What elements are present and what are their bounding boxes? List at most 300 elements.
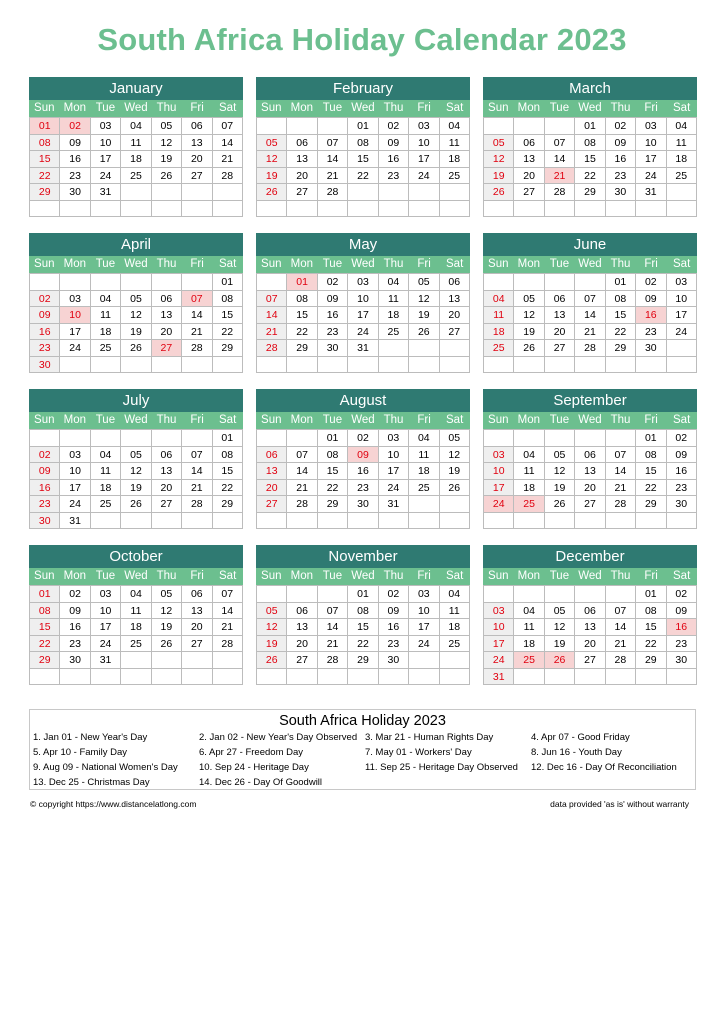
day-cell: 25 [514, 652, 544, 669]
empty-cell [409, 652, 439, 669]
empty-cell [257, 586, 287, 603]
day-cell: 03 [409, 118, 439, 135]
weekday-label: Sat [219, 414, 237, 426]
day-cell: 10 [348, 291, 378, 308]
day-cell: 25 [514, 496, 544, 513]
empty-cell [545, 669, 575, 686]
day-cell: 13 [287, 151, 317, 168]
day-cell: 23 [348, 480, 378, 497]
week-row [30, 168, 243, 185]
page-title: South Africa Holiday Calendar 2023 [97, 22, 627, 57]
weekday-label: Fri [417, 258, 431, 270]
day-cell: 29 [636, 496, 666, 513]
day-cell: 04 [409, 430, 439, 447]
week-row [257, 307, 470, 324]
day-cell: 14 [287, 463, 317, 480]
day-cell: 17 [91, 619, 121, 636]
day-cell: 16 [379, 151, 409, 168]
weekday-label: Tue [95, 414, 116, 426]
day-cell: 14 [182, 463, 212, 480]
day-cell: 03 [484, 603, 514, 620]
week-row [484, 357, 697, 374]
legend-title: South Africa Holiday 2023 [279, 713, 446, 729]
week-row [30, 669, 243, 686]
day-cell: 11 [121, 135, 151, 152]
empty-cell [152, 184, 182, 201]
week-row [30, 496, 243, 513]
day-cell: 04 [440, 586, 470, 603]
weekday-label: Sun [261, 570, 282, 582]
day-cell: 29 [287, 340, 317, 357]
day-cell: 02 [60, 586, 90, 603]
empty-cell [545, 430, 575, 447]
day-cell: 22 [606, 324, 636, 341]
month-july [29, 389, 243, 529]
week-row [484, 135, 697, 152]
day-cell: 20 [514, 168, 544, 185]
day-cell: 13 [575, 619, 605, 636]
empty-cell [409, 357, 439, 374]
day-cell: 15 [30, 619, 60, 636]
day-cell: 04 [514, 603, 544, 620]
legend-item: 9. Aug 09 - National Women's Day [33, 762, 178, 773]
day-cell: 12 [545, 619, 575, 636]
empty-cell [257, 430, 287, 447]
day-cell: 24 [60, 496, 90, 513]
day-cell: 23 [379, 636, 409, 653]
day-cell: 11 [440, 603, 470, 620]
day-cell: 10 [409, 603, 439, 620]
day-cell: 02 [348, 430, 378, 447]
weekday-header [483, 568, 697, 585]
empty-cell [60, 669, 90, 686]
weekday-header [29, 568, 243, 585]
day-cell: 05 [257, 135, 287, 152]
weekday-label: Fri [417, 570, 431, 582]
week-row [30, 430, 243, 447]
day-cell: 14 [606, 463, 636, 480]
week-row [257, 603, 470, 620]
day-cell: 14 [318, 151, 348, 168]
month-title: August [256, 389, 470, 412]
empty-cell [121, 513, 151, 530]
day-cell: 04 [440, 118, 470, 135]
day-cell: 12 [545, 463, 575, 480]
day-grid [29, 117, 243, 217]
day-cell: 31 [91, 652, 121, 669]
day-cell: 19 [409, 307, 439, 324]
month-title: May [256, 233, 470, 256]
day-cell: 18 [514, 480, 544, 497]
day-cell: 15 [287, 307, 317, 324]
week-row [257, 201, 470, 218]
day-cell: 17 [636, 151, 666, 168]
month-april [29, 233, 243, 373]
day-cell: 28 [213, 168, 243, 185]
week-row [257, 291, 470, 308]
day-cell: 17 [91, 151, 121, 168]
day-cell: 19 [257, 636, 287, 653]
day-cell: 19 [121, 480, 151, 497]
day-cell: 08 [213, 447, 243, 464]
weekday-label: Sat [673, 258, 691, 270]
weekday-label: Thu [610, 258, 631, 270]
empty-cell [606, 586, 636, 603]
day-cell: 26 [545, 652, 575, 669]
day-cell: 12 [121, 307, 151, 324]
day-cell: 03 [379, 430, 409, 447]
day-cell: 21 [213, 619, 243, 636]
day-cell: 05 [152, 586, 182, 603]
empty-cell [257, 357, 287, 374]
week-row [30, 274, 243, 291]
empty-cell [287, 118, 317, 135]
week-row [30, 135, 243, 152]
day-cell: 25 [121, 168, 151, 185]
weekday-label: Fri [190, 570, 204, 582]
day-cell: 16 [636, 307, 666, 324]
empty-cell [257, 274, 287, 291]
day-cell: 04 [121, 586, 151, 603]
day-cell: 14 [213, 603, 243, 620]
day-cell: 01 [318, 430, 348, 447]
empty-cell [514, 274, 544, 291]
weekday-label: Tue [549, 570, 570, 582]
day-cell: 20 [182, 619, 212, 636]
day-cell: 07 [257, 291, 287, 308]
empty-cell [440, 496, 470, 513]
month-title: December [483, 545, 697, 568]
empty-cell [514, 669, 544, 686]
day-cell: 31 [379, 496, 409, 513]
empty-cell [545, 586, 575, 603]
day-cell: 16 [30, 324, 60, 341]
day-cell: 09 [379, 603, 409, 620]
day-cell: 08 [606, 291, 636, 308]
day-cell: 13 [514, 151, 544, 168]
day-cell: 09 [606, 135, 636, 152]
weekday-label: Wed [578, 102, 602, 114]
day-cell: 18 [484, 324, 514, 341]
day-cell: 13 [152, 307, 182, 324]
week-row [257, 463, 470, 480]
empty-cell [182, 274, 212, 291]
day-cell: 29 [606, 340, 636, 357]
day-cell: 05 [409, 274, 439, 291]
weekday-label: Sun [34, 258, 55, 270]
day-cell: 22 [30, 168, 60, 185]
day-cell: 22 [636, 480, 666, 497]
day-cell: 07 [213, 586, 243, 603]
day-cell: 30 [348, 496, 378, 513]
day-cell: 29 [575, 184, 605, 201]
weekday-label: Sat [219, 258, 237, 270]
day-cell: 11 [514, 463, 544, 480]
empty-cell [30, 201, 60, 218]
day-cell: 23 [318, 324, 348, 341]
day-cell: 21 [257, 324, 287, 341]
empty-cell [636, 513, 666, 530]
weekday-label: Fri [644, 258, 658, 270]
weekday-label: Wed [124, 414, 148, 426]
empty-cell [287, 201, 317, 218]
week-row [30, 357, 243, 374]
day-cell: 19 [440, 463, 470, 480]
day-cell: 07 [318, 135, 348, 152]
day-cell: 19 [152, 151, 182, 168]
day-cell: 20 [257, 480, 287, 497]
day-cell: 23 [60, 636, 90, 653]
day-cell: 06 [152, 447, 182, 464]
day-cell: 04 [91, 291, 121, 308]
week-row [484, 430, 697, 447]
day-cell: 09 [379, 135, 409, 152]
empty-cell [440, 669, 470, 686]
empty-cell [60, 201, 90, 218]
weekday-label: Sun [34, 414, 55, 426]
day-cell: 02 [379, 586, 409, 603]
empty-cell [484, 513, 514, 530]
month-title: June [483, 233, 697, 256]
empty-cell [440, 513, 470, 530]
empty-cell [575, 586, 605, 603]
day-cell: 16 [348, 463, 378, 480]
day-cell: 14 [257, 307, 287, 324]
week-row [257, 357, 470, 374]
day-cell: 20 [575, 480, 605, 497]
day-cell: 28 [287, 496, 317, 513]
day-cell: 15 [606, 307, 636, 324]
day-cell: 18 [121, 151, 151, 168]
day-cell: 09 [60, 603, 90, 620]
day-cell: 01 [575, 118, 605, 135]
week-row [484, 586, 697, 603]
legend-item: 7. May 01 - Workers' Day [365, 747, 472, 758]
day-cell: 06 [182, 586, 212, 603]
week-row [30, 480, 243, 497]
day-cell: 01 [30, 586, 60, 603]
weekday-label: Tue [322, 570, 343, 582]
empty-cell [182, 513, 212, 530]
weekday-label: Mon [63, 570, 87, 582]
weekday-header [29, 256, 243, 273]
weekday-label: Wed [351, 102, 375, 114]
legend-item: 6. Apr 27 - Freedom Day [199, 747, 304, 758]
day-cell: 24 [379, 480, 409, 497]
week-row [484, 324, 697, 341]
day-cell: 25 [440, 168, 470, 185]
empty-cell [409, 669, 439, 686]
empty-cell [182, 201, 212, 218]
weekday-label: Mon [517, 102, 541, 114]
day-cell: 04 [514, 447, 544, 464]
empty-cell [152, 430, 182, 447]
weekday-label: Sat [219, 102, 237, 114]
empty-cell [91, 513, 121, 530]
day-cell: 10 [60, 463, 90, 480]
day-cell: 24 [667, 324, 697, 341]
day-cell: 08 [30, 135, 60, 152]
empty-cell [440, 357, 470, 374]
day-cell: 16 [606, 151, 636, 168]
empty-cell [213, 652, 243, 669]
day-cell: 25 [667, 168, 697, 185]
weekday-label: Fri [190, 414, 204, 426]
day-cell: 26 [152, 168, 182, 185]
legend-item: 4. Apr 07 - Good Friday [531, 732, 630, 743]
day-cell: 14 [182, 307, 212, 324]
weekday-label: Thu [156, 102, 177, 114]
day-cell: 15 [30, 151, 60, 168]
day-cell: 17 [409, 619, 439, 636]
day-cell: 03 [636, 118, 666, 135]
day-grid [29, 273, 243, 373]
day-cell: 18 [440, 151, 470, 168]
day-cell: 27 [545, 340, 575, 357]
empty-cell [152, 357, 182, 374]
empty-cell [287, 669, 317, 686]
day-cell: 02 [30, 447, 60, 464]
empty-cell [152, 201, 182, 218]
weekday-label: Sat [673, 102, 691, 114]
empty-cell [514, 201, 544, 218]
day-cell: 17 [484, 636, 514, 653]
day-cell: 05 [545, 603, 575, 620]
week-row [484, 669, 697, 686]
day-grid [483, 429, 697, 529]
weekday-label: Mon [517, 414, 541, 426]
week-row [30, 307, 243, 324]
day-cell: 11 [121, 603, 151, 620]
empty-cell [636, 357, 666, 374]
day-cell: 21 [318, 168, 348, 185]
day-cell: 15 [213, 307, 243, 324]
day-cell: 28 [606, 496, 636, 513]
weekday-label: Thu [610, 414, 631, 426]
empty-cell [545, 201, 575, 218]
empty-cell [213, 184, 243, 201]
day-grid [483, 117, 697, 217]
legend-list [30, 731, 695, 790]
empty-cell [379, 669, 409, 686]
day-cell: 26 [257, 184, 287, 201]
empty-cell [514, 357, 544, 374]
weekday-label: Sun [261, 258, 282, 270]
weekday-label: Sat [673, 570, 691, 582]
month-title: April [29, 233, 243, 256]
day-cell: 30 [60, 652, 90, 669]
week-row [257, 586, 470, 603]
day-cell: 09 [318, 291, 348, 308]
day-cell: 28 [606, 652, 636, 669]
day-cell: 14 [575, 307, 605, 324]
empty-cell [484, 201, 514, 218]
weekday-label: Sat [446, 258, 464, 270]
empty-cell [379, 184, 409, 201]
empty-cell [484, 118, 514, 135]
day-cell: 15 [636, 463, 666, 480]
day-cell: 19 [121, 324, 151, 341]
legend-item: 1. Jan 01 - New Year's Day [33, 732, 148, 743]
weekday-label: Tue [549, 258, 570, 270]
week-row [257, 184, 470, 201]
empty-cell [121, 184, 151, 201]
day-cell: 15 [318, 463, 348, 480]
day-cell: 05 [121, 447, 151, 464]
empty-cell [440, 340, 470, 357]
day-cell: 10 [667, 291, 697, 308]
weekday-label: Fri [644, 414, 658, 426]
weekday-label: Wed [124, 102, 148, 114]
month-march [483, 77, 697, 217]
day-cell: 17 [348, 307, 378, 324]
day-cell: 08 [30, 603, 60, 620]
day-cell: 27 [440, 324, 470, 341]
weekday-label: Tue [95, 102, 116, 114]
week-row [484, 447, 697, 464]
day-cell: 22 [636, 636, 666, 653]
weekday-label: Thu [383, 102, 404, 114]
day-cell: 06 [287, 603, 317, 620]
day-cell: 15 [575, 151, 605, 168]
day-cell: 27 [514, 184, 544, 201]
empty-cell [121, 274, 151, 291]
weekday-label: Sun [488, 570, 509, 582]
day-cell: 03 [667, 274, 697, 291]
weekday-label: Tue [322, 414, 343, 426]
day-cell: 04 [667, 118, 697, 135]
week-row [30, 447, 243, 464]
day-cell: 23 [379, 168, 409, 185]
day-cell: 11 [440, 135, 470, 152]
day-cell: 27 [152, 340, 182, 357]
week-row [30, 201, 243, 218]
day-cell: 08 [348, 135, 378, 152]
day-cell: 02 [606, 118, 636, 135]
day-cell: 30 [606, 184, 636, 201]
copyright-text: © copyright https://www.distancelatlong.com [30, 799, 197, 809]
empty-cell [379, 340, 409, 357]
day-cell: 31 [484, 669, 514, 686]
weekday-label: Tue [549, 102, 570, 114]
day-cell: 17 [379, 463, 409, 480]
day-cell: 06 [575, 447, 605, 464]
day-cell: 06 [545, 291, 575, 308]
empty-cell [121, 357, 151, 374]
empty-cell [121, 201, 151, 218]
day-cell: 24 [484, 496, 514, 513]
day-cell: 24 [409, 636, 439, 653]
day-cell: 28 [182, 340, 212, 357]
day-cell: 16 [318, 307, 348, 324]
week-row [30, 603, 243, 620]
day-cell: 23 [667, 636, 697, 653]
empty-cell [60, 357, 90, 374]
day-cell: 19 [152, 619, 182, 636]
month-title: March [483, 77, 697, 100]
day-cell: 01 [606, 274, 636, 291]
weekday-label: Tue [95, 570, 116, 582]
empty-cell [545, 513, 575, 530]
day-cell: 09 [30, 307, 60, 324]
weekday-label: Wed [578, 258, 602, 270]
day-cell: 03 [484, 447, 514, 464]
weekday-header [256, 568, 470, 585]
month-june [483, 233, 697, 373]
empty-cell [60, 430, 90, 447]
day-cell: 25 [121, 636, 151, 653]
day-cell: 31 [60, 513, 90, 530]
